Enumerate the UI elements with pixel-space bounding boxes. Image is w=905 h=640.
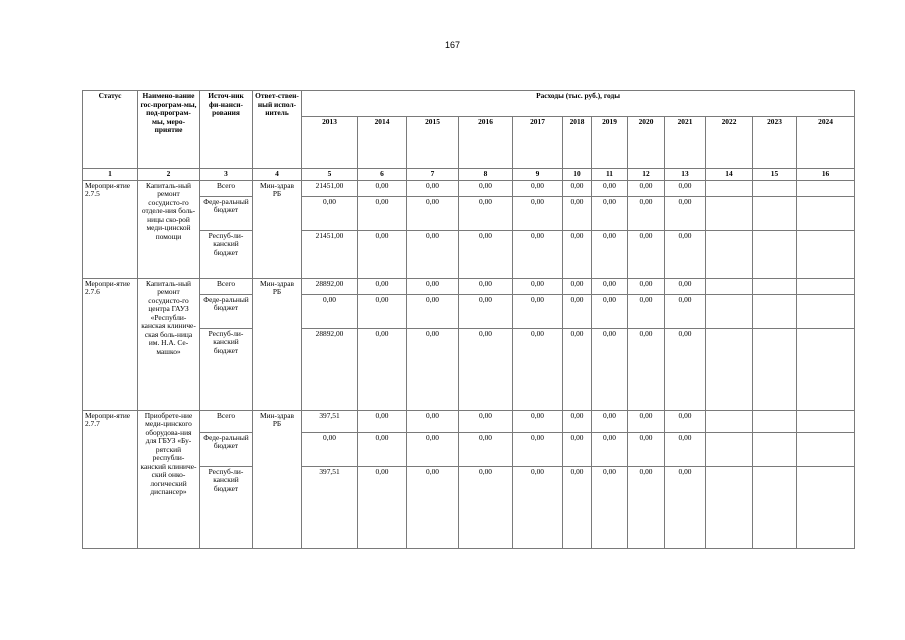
expense-value	[797, 466, 855, 548]
header-year: 2016	[459, 117, 513, 169]
expense-value	[797, 410, 855, 432]
expense-value: 0,00	[513, 466, 563, 548]
expense-value: 0,00	[563, 196, 592, 230]
expense-value: 0,00	[358, 328, 407, 410]
column-number: 13	[665, 169, 706, 181]
header-source: Источ-ник фи-нанси-рования	[200, 91, 253, 169]
expense-value: 0,00	[665, 466, 706, 548]
column-number: 15	[753, 169, 797, 181]
expense-value: 0,00	[513, 328, 563, 410]
expense-value: 0,00	[459, 278, 513, 294]
expense-value: 0,00	[407, 432, 459, 466]
expense-value: 0,00	[665, 410, 706, 432]
column-number: 7	[407, 169, 459, 181]
expense-value: 0,00	[592, 230, 628, 278]
expense-value	[706, 230, 753, 278]
column-number: 10	[563, 169, 592, 181]
expense-value: 0,00	[628, 278, 665, 294]
expense-value: 0,00	[459, 180, 513, 196]
expense-value	[753, 328, 797, 410]
responsible-executor: Мин-здрав РБ	[253, 180, 302, 278]
column-number: 16	[797, 169, 855, 181]
expense-value: 0,00	[513, 432, 563, 466]
expense-value	[797, 180, 855, 196]
expense-value: 0,00	[628, 230, 665, 278]
expense-value	[797, 328, 855, 410]
expense-value: 0,00	[592, 466, 628, 548]
expense-value: 0,00	[513, 278, 563, 294]
header-year: 2015	[407, 117, 459, 169]
funding-source: Респуб-ли-канский бюджет	[200, 328, 253, 410]
expense-value: 0,00	[407, 180, 459, 196]
expense-value: 0,00	[513, 230, 563, 278]
measure-status: Меропри-ятие 2.7.6	[83, 278, 138, 410]
header-year: 2013	[302, 117, 358, 169]
expense-value: 0,00	[563, 278, 592, 294]
expense-value: 0,00	[513, 196, 563, 230]
expense-value: 0,00	[407, 466, 459, 548]
column-number: 11	[592, 169, 628, 181]
expense-value	[753, 432, 797, 466]
measure-status: Меропри-ятие 2.7.7	[83, 410, 138, 548]
expense-value: 0,00	[459, 432, 513, 466]
expense-value	[706, 432, 753, 466]
expense-value: 0,00	[563, 432, 592, 466]
column-number: 8	[459, 169, 513, 181]
expense-value: 0,00	[302, 432, 358, 466]
column-number: 5	[302, 169, 358, 181]
expense-value	[706, 278, 753, 294]
expense-value: 0,00	[563, 230, 592, 278]
expense-value: 0,00	[459, 466, 513, 548]
expense-value: 0,00	[628, 432, 665, 466]
expense-value: 0,00	[592, 432, 628, 466]
expense-value: 0,00	[563, 294, 592, 328]
expense-value: 0,00	[513, 294, 563, 328]
expense-value: 0,00	[563, 410, 592, 432]
expense-value: 0,00	[302, 294, 358, 328]
expense-value	[797, 294, 855, 328]
header-year: 2018	[563, 117, 592, 169]
expense-value: 0,00	[459, 230, 513, 278]
expense-value	[797, 230, 855, 278]
expense-value: 0,00	[358, 410, 407, 432]
expense-value: 0,00	[628, 196, 665, 230]
header-year: 2014	[358, 117, 407, 169]
expense-value	[753, 196, 797, 230]
expense-value	[706, 410, 753, 432]
expense-value	[753, 294, 797, 328]
measure-status: Меропри-ятие 2.7.5	[83, 180, 138, 278]
expense-value: 0,00	[592, 410, 628, 432]
table-row	[83, 180, 855, 196]
expense-value: 21451,00	[302, 230, 358, 278]
page-number: 167	[444, 40, 461, 50]
expense-value: 0,00	[358, 466, 407, 548]
column-number: 2	[138, 169, 200, 181]
expense-value: 0,00	[358, 278, 407, 294]
responsible-executor: Мин-здрав РБ	[253, 410, 302, 548]
expense-value: 0,00	[665, 230, 706, 278]
column-number: 1	[83, 169, 138, 181]
expense-value: 0,00	[563, 328, 592, 410]
expense-value: 0,00	[628, 294, 665, 328]
expense-value: 0,00	[459, 196, 513, 230]
expense-value	[753, 466, 797, 548]
expense-value	[797, 278, 855, 294]
funding-source: Феде-ральный бюджет	[200, 294, 253, 328]
header-year: 2017	[513, 117, 563, 169]
expense-value: 0,00	[592, 180, 628, 196]
expense-value: 0,00	[628, 410, 665, 432]
expense-value: 0,00	[459, 328, 513, 410]
responsible-executor: Мин-здрав РБ	[253, 278, 302, 410]
expense-value: 0,00	[407, 230, 459, 278]
expense-value: 0,00	[358, 230, 407, 278]
expense-value: 0,00	[407, 294, 459, 328]
expense-value: 397,51	[302, 466, 358, 548]
expense-value: 0,00	[665, 278, 706, 294]
expense-value	[753, 410, 797, 432]
table-row	[83, 410, 855, 432]
expense-value: 0,00	[358, 196, 407, 230]
header-year: 2023	[753, 117, 797, 169]
expense-value: 0,00	[459, 410, 513, 432]
header-year: 2024	[797, 117, 855, 169]
expense-value	[706, 180, 753, 196]
header-year: 2022	[706, 117, 753, 169]
expense-value: 0,00	[358, 180, 407, 196]
expense-value	[797, 432, 855, 466]
expense-value: 0,00	[592, 294, 628, 328]
column-number: 9	[513, 169, 563, 181]
expense-value: 0,00	[407, 410, 459, 432]
funding-source: Всего	[200, 180, 253, 196]
funding-source: Феде-ральный бюджет	[200, 196, 253, 230]
expense-value: 0,00	[513, 410, 563, 432]
expense-value: 0,00	[563, 180, 592, 196]
header-year: 2020	[628, 117, 665, 169]
expense-value: 0,00	[592, 278, 628, 294]
expense-value: 0,00	[665, 294, 706, 328]
column-number: 4	[253, 169, 302, 181]
expense-value	[753, 180, 797, 196]
table-row	[83, 278, 855, 294]
column-number: 14	[706, 169, 753, 181]
header-status: Статус	[83, 91, 138, 169]
expense-value: 0,00	[665, 196, 706, 230]
expense-value: 0,00	[513, 180, 563, 196]
expense-value: 0,00	[563, 466, 592, 548]
header-year: 2021	[665, 117, 706, 169]
expense-value: 0,00	[407, 328, 459, 410]
expense-value: 0,00	[628, 328, 665, 410]
expense-value: 0,00	[302, 196, 358, 230]
budget-table	[82, 90, 855, 549]
measure-name: Капиталь-ный ремонт сосудисто-го отделе-ния боль-ницы ско-рой меди-цинской помощи	[138, 180, 200, 278]
column-number: 12	[628, 169, 665, 181]
expense-value: 28892,00	[302, 328, 358, 410]
expense-value: 0,00	[665, 328, 706, 410]
expense-value	[797, 196, 855, 230]
column-number: 6	[358, 169, 407, 181]
expense-value: 0,00	[407, 278, 459, 294]
expense-value	[706, 294, 753, 328]
expense-value	[753, 278, 797, 294]
expense-value: 0,00	[665, 180, 706, 196]
header-year: 2019	[592, 117, 628, 169]
header-executor: Ответ-ствен-ный испол-нитель	[253, 91, 302, 169]
expense-value: 21451,00	[302, 180, 358, 196]
expense-value: 0,00	[592, 328, 628, 410]
header-expenses: Расходы (тыс. руб.), годы	[302, 91, 855, 117]
column-number: 3	[200, 169, 253, 181]
expense-value: 0,00	[358, 294, 407, 328]
funding-source: Всего	[200, 278, 253, 294]
funding-source: Всего	[200, 410, 253, 432]
expense-value	[706, 328, 753, 410]
expense-value: 0,00	[592, 196, 628, 230]
measure-name: Приобрете-ние меди-цинского оборудова-ния для ГБУЗ «Бу-рятский республи-канский клиниче-ский онко-логический диспансер»	[138, 410, 200, 548]
expense-value	[753, 230, 797, 278]
expense-value: 28892,00	[302, 278, 358, 294]
measure-name: Капиталь-ный ремонт сосудисто-го центра ГАУЗ «Республи-канская клиниче-ская боль-ница им. Н.А. Се-машко»	[138, 278, 200, 410]
expense-value: 0,00	[358, 432, 407, 466]
funding-source: Респуб-ли-канский бюджет	[200, 466, 253, 548]
expense-value	[706, 196, 753, 230]
expense-value: 0,00	[665, 432, 706, 466]
expense-value: 0,00	[459, 294, 513, 328]
expense-value: 0,00	[628, 180, 665, 196]
expense-value: 397,51	[302, 410, 358, 432]
expense-value: 0,00	[628, 466, 665, 548]
funding-source: Респуб-ли-канский бюджет	[200, 230, 253, 278]
expense-value: 0,00	[407, 196, 459, 230]
header-name: Наимено-вание гос-програм-мы, под-програм-мы, меро-приятие	[138, 91, 200, 169]
funding-source: Феде-ральный бюджет	[200, 432, 253, 466]
expense-value	[706, 466, 753, 548]
